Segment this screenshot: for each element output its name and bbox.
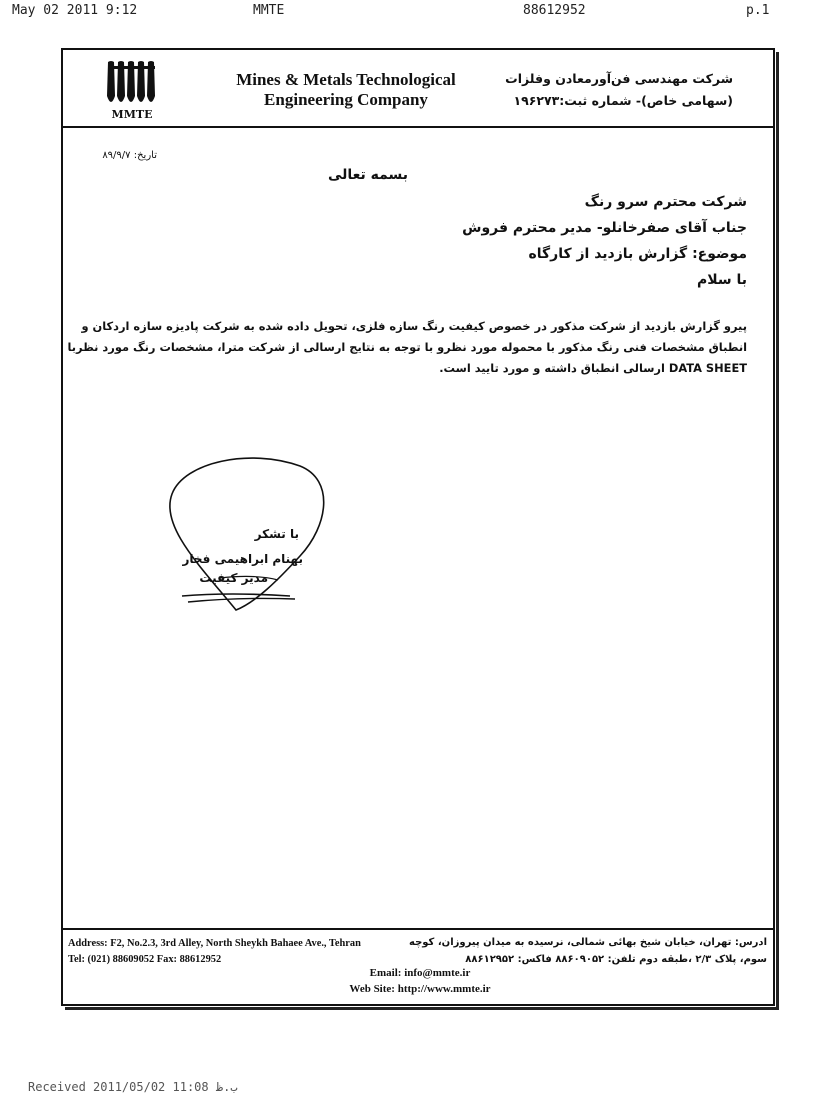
body-line-2: انطباق مشخصات فنی رنگ مذکور با محموله مورد نظرو با توجه به نتایج ارسالی از شرکت مترا، مشخصات رنگ مورد نظربا [67, 340, 747, 354]
signatory-title: مدیر کیفیت [199, 571, 268, 585]
letter-subject: موضوع: گزارش بازدید از کارگاه [528, 246, 747, 262]
footer-divider [61, 928, 775, 930]
address-fa [409, 934, 767, 968]
header-divider [61, 126, 775, 128]
fax-received-stamp: Received 2011/05/02 11:08 ب.ظ [28, 1080, 238, 1094]
address-en [68, 936, 361, 968]
address-fa-line2: سوم، پلاک ۲/۳ ،طبقه دوم تلفن: ۸۸۶۰۹۰۵۲ فاکس: ۸۸۶۱۲۹۵۲ [465, 954, 767, 965]
signatory-name: بهنام ابراهیمی فخار [182, 552, 303, 566]
company-name-fa-line1: شرکت مهندسی فن‌آورمعادن وفلزات [505, 71, 733, 86]
company-website: Web Site: http://www.mmte.ir [349, 983, 491, 995]
fax-header-page: p.1 [746, 3, 770, 18]
letter-date: تاریخ: ۸۹/۹/۷ [102, 150, 157, 161]
address-fa-line1: ادرس: تهران، خیابان شیخ بهائی شمالی، نرسیده به میدان پیروزان، کوچه [409, 937, 767, 948]
fax-header-number: 88612952 [523, 3, 586, 18]
company-name-fa [473, 68, 733, 112]
address-en-line1: Address: F2, No.2.3, 3rd Alley, North Sheykh Bahaee Ave., Tehran [68, 938, 361, 949]
company-email: Email: info@mmte.ir [369, 967, 471, 979]
body-line-1: پیرو گزارش بازدید از شرکت مذکور در خصوص کیفیت رنگ سازه فلزی، تحویل داده شده به شرکت پادیزه سازه اردکان و [81, 319, 747, 333]
body-line-3: DATA SHEET ارسالی انطباق داشته و مورد تایید است. [439, 361, 747, 375]
basmala-heading: بسمه تعالی [327, 167, 409, 183]
fax-header-timestamp: May 02 2011 9:12 [12, 3, 138, 18]
company-name-en-line1: Mines & Metals Technological [236, 70, 456, 89]
company-name-en-line2: Engineering Company [264, 90, 428, 109]
company-name-en [206, 70, 486, 110]
logo-text: MMTE [111, 108, 153, 121]
signature-thanks: با تشکر [254, 527, 299, 541]
handwritten-signature [160, 456, 340, 616]
letter-greeting: با سلام [696, 272, 747, 288]
letter-body [67, 316, 747, 379]
contact-en-line2: Tel: (021) 88609052 Fax: 88612952 [68, 954, 222, 965]
company-registration-fa: (سهامی خاص)- شماره ثبت:۱۹۶۲۷۳ [513, 93, 733, 108]
fax-header-sender: MMTE [253, 3, 285, 18]
recipient-attention: جناب آقای صفرخانلو- مدیر محترم فروش [462, 220, 747, 236]
recipient-company: شرکت محترم سرو رنگ [584, 194, 747, 210]
